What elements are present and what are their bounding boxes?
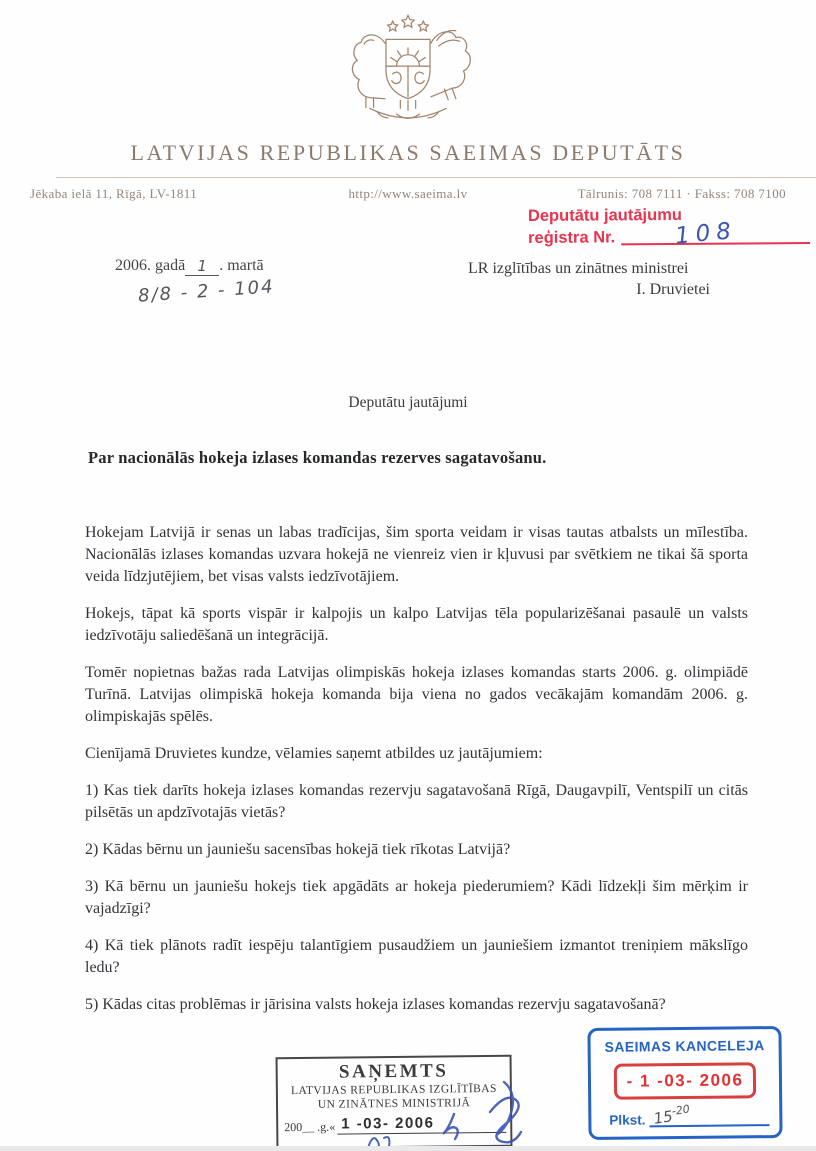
paragraph-concern: Tomēr nopietnas bažas rada Latvijas olimpiskās hokeja izlases komandas starts 2006. g. olimpiādē Turīnā. Latvijas olimpiskā hokeja komanda bija viena no gados vecākajām komandām 2006. g. olimpiskajās spēlēs. (85, 664, 748, 725)
registry-stamp-underline (621, 217, 810, 250)
recipient-line1: LR izglītības un zinātnes ministrei (468, 260, 689, 277)
question-5: 5) Kādas citas problēmas ir jārisina valsts hokeja izlases komandas rezervju sagatavošanā? (85, 996, 666, 1013)
received-stamp-org-line2: UN ZINĀTNES MINISTRIJĀ (317, 1096, 471, 1111)
kanceleja-time-handwritten: $15^{-20}$ (652, 1102, 691, 1128)
received-stamp-org-line1: LATVIJAS REPUBLIKAS IZGLĪTĪBAS (290, 1081, 497, 1098)
recipient-block (410, 258, 710, 300)
question-1: 1) Kas tiek darīts hokeja izlases komandas rezervju sagatavošanā Rīgā, Daugavpilī, Ventspilī un citās pilsētās un apdzīvotajās vietās? (85, 782, 748, 821)
letterhead-address: Jēkaba ielā 11, Rīgā, LV-1811 (30, 186, 198, 201)
kanceleja-date: - 1 -03- 2006 (626, 1070, 744, 1091)
document-type-heading: Deputātu jautājumi (348, 394, 468, 411)
kanceleja-time-label: Plkst. (609, 1112, 646, 1128)
registry-stamp-line2-label: reģistra Nr. (528, 228, 616, 247)
letterhead-divider (56, 177, 816, 178)
kanceleja-date-box (614, 1062, 756, 1099)
subject-heading: Par nacionālās hokeja izlases komandas rezerves sagatavošanu. (88, 448, 547, 467)
paragraph-salutation: Cienījamā Druvietes kundze, vēlamies saņemt atbildes uz jautājumiem: (85, 745, 543, 762)
date-prefix: 2006. gadā (115, 257, 186, 274)
date-day-handwritten: 1 (185, 257, 219, 276)
recipient-line2: I. Druvietei (636, 281, 710, 298)
received-stamp-year-prefix: 200__ .g.« (284, 1119, 336, 1135)
scan-edge-shadow (0, 1146, 816, 1151)
date-suffix: . martā (219, 257, 264, 274)
signature-ink-icon (438, 1078, 543, 1151)
received-stamp-title: SAŅEMTS (338, 1060, 449, 1083)
question-3: 3) Kā bērnu un jauniešu hokejs tiek apgādāts ar hokeja piederumiem? Kādi līdzekļi šim mērķim ir vajadzīgi? (85, 878, 748, 917)
letterhead-phone-fax: Tālrunis: 708 7111 · Fakss: 708 7100 (577, 186, 786, 201)
letterhead-contact-row (30, 186, 786, 202)
question-4: 4) Kā tiek plānots radīt iespēju talantīgiem pusaudžiem un jauniešiem izmantot treniņiem mākslīgo ledu? (85, 937, 748, 976)
question-2: 2) Kādas bērnu un jauniešu sacensības hokejā tiek rīkotas Latvijā? (85, 841, 511, 858)
document-body (85, 522, 748, 1031)
paragraph-role: Hokejs, tāpat kā sports vispār ir kalpojis un kalpo Latvijas tēla popularizēšanai pasaulē un valsts iedzīvotāju saliedēšanā un integrācijā. (85, 605, 748, 644)
letterhead-title: LATVIJAS REPUBLIKAS SAEIMAS DEPUTĀTS (130, 140, 686, 165)
date-line (115, 256, 264, 275)
letterhead-website: http://www.saeima.lv (348, 186, 468, 201)
kanceleja-stamp (587, 1026, 782, 1140)
registry-number-handwritten: 108 (674, 217, 739, 250)
received-stamp-date: 1 -03- 2006 (337, 1114, 506, 1135)
paragraph-intro: Hokejam Latvijā ir senas un labas tradīcijas, šim sporta veidam ir visas tautas atbalsts un mīlestība. Nacionālās izlases komandas uzvara hokejā ne vienreiz vien ir kļuvusi par svētkiem ne tikai šā sporta veida līdzjutējiem, bet visas valsts iedzīvotājiem. (85, 524, 748, 585)
registry-stamp-line1: Deputātu jautājumu (527, 205, 683, 225)
registry-stamp (528, 203, 810, 249)
latvia-coat-of-arms-icon (341, 10, 475, 130)
reference-number-handwritten: 8/8 - 2 - 104 (137, 276, 276, 307)
kanceleja-time-underline (649, 1102, 769, 1128)
kanceleja-stamp-title: SAEIMAS KANCELEJA (604, 1037, 765, 1055)
